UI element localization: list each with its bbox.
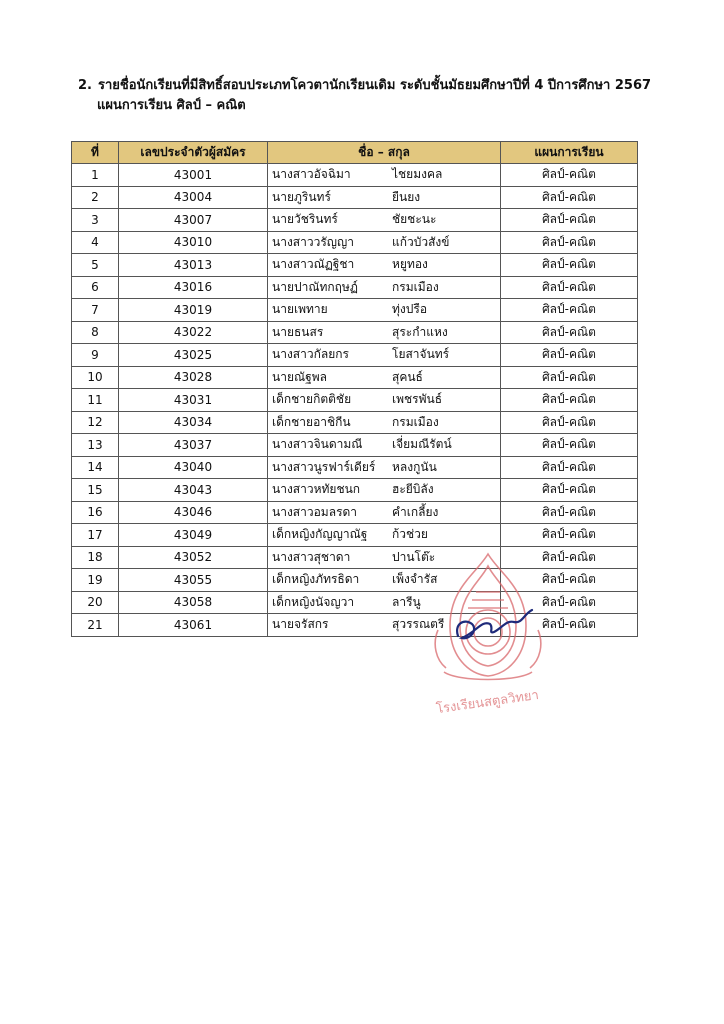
- first-name: นางสาวกัลยกร: [272, 347, 349, 362]
- table-row: [72, 591, 638, 614]
- first-name: เด็กชายกิตติชัย: [272, 392, 352, 407]
- study-plan-cell: ศิลป์-คณิต: [501, 479, 638, 502]
- student-name-cell: [268, 524, 501, 547]
- student-name-cell: [268, 456, 501, 479]
- study-plan-cell: ศิลป์-คณิต: [501, 591, 638, 614]
- applicant-id-cell: 43061: [119, 614, 268, 637]
- row-number-cell: 11: [72, 389, 119, 412]
- table-row: [72, 231, 638, 254]
- signature-scribble: [457, 610, 532, 638]
- first-name: นายเพทาย: [272, 302, 328, 317]
- student-name-cell: [268, 209, 501, 232]
- table-row: [72, 209, 638, 232]
- row-number-cell: 5: [72, 254, 119, 277]
- section-number: 2.: [78, 78, 92, 93]
- column-header-applicant-id: เลขประจำตัวผู้สมัคร: [119, 142, 268, 164]
- applicant-id-cell: 43013: [119, 254, 268, 277]
- row-number-cell: 12: [72, 411, 119, 434]
- table-row: [72, 344, 638, 367]
- document-heading: [78, 76, 651, 116]
- last-name: ปานโต๊ะ: [392, 549, 436, 564]
- table-row: [72, 479, 638, 502]
- row-number-cell: 6: [72, 276, 119, 299]
- row-number-cell: 13: [72, 434, 119, 457]
- study-plan-cell: ศิลป์-คณิต: [501, 569, 638, 592]
- student-name-cell: [268, 344, 501, 367]
- first-name: นายจรัสกร: [272, 617, 329, 632]
- first-name: เด็กชายอาชิกีน: [272, 414, 351, 429]
- study-plan-cell: ศิลป์-คณิต: [501, 456, 638, 479]
- last-name: กรมเมือง: [392, 279, 439, 294]
- last-name: แก้วบัวสังข์: [392, 234, 450, 249]
- study-plan-cell: ศิลป์-คณิต: [501, 524, 638, 547]
- study-plan-cell: ศิลป์-คณิต: [501, 389, 638, 412]
- table-row: [72, 411, 638, 434]
- last-name: ทุ่งปรือ: [392, 302, 428, 317]
- last-name: ยืนยง: [392, 189, 421, 204]
- first-name: นางสาวอมลรดา: [272, 504, 358, 519]
- row-number-cell: 9: [72, 344, 119, 367]
- row-number-cell: 7: [72, 299, 119, 322]
- first-name: นางสาวนูรฟาร์เดียร์: [272, 459, 376, 474]
- seal-caption: โรงเรียนสตูลวิทยา: [435, 687, 540, 718]
- study-plan-cell: ศิลป์-คณิต: [501, 276, 638, 299]
- study-plan-cell: ศิลป์-คณิต: [501, 164, 638, 187]
- row-number-cell: 3: [72, 209, 119, 232]
- heading-line-2: แผนการเรียน ศิลป์ – คณิต: [97, 98, 246, 113]
- student-name-cell: [268, 231, 501, 254]
- student-roster-table: [71, 141, 638, 637]
- row-number-cell: 21: [72, 614, 119, 637]
- row-number-cell: 19: [72, 569, 119, 592]
- student-name-cell: [268, 164, 501, 187]
- last-name: สุระกำแหง: [392, 324, 448, 339]
- student-name-cell: [268, 186, 501, 209]
- applicant-id-cell: 43001: [119, 164, 268, 187]
- first-name: เด็กหญิงนัจญวา: [272, 594, 355, 609]
- first-name: นายธนสร: [272, 324, 324, 339]
- row-number-cell: 4: [72, 231, 119, 254]
- row-number-cell: 1: [72, 164, 119, 187]
- table-row: [72, 299, 638, 322]
- table-row: [72, 524, 638, 547]
- applicant-id-cell: 43028: [119, 366, 268, 389]
- last-name: เจี่ยมณีรัตน์: [392, 437, 452, 452]
- table-row: [72, 456, 638, 479]
- student-name-cell: [268, 411, 501, 434]
- first-name: เด็กหญิงกัญญาณัฐ: [272, 527, 368, 542]
- applicant-id-cell: 43025: [119, 344, 268, 367]
- applicant-id-cell: 43052: [119, 546, 268, 569]
- last-name: หลงกูนัน: [392, 459, 437, 474]
- study-plan-cell: ศิลป์-คณิต: [501, 186, 638, 209]
- student-name-cell: [268, 479, 501, 502]
- last-name: ก้วช่วย: [392, 527, 428, 542]
- first-name: นายภูรินทร์: [272, 189, 331, 204]
- student-name-cell: [268, 276, 501, 299]
- row-number-cell: 20: [72, 591, 119, 614]
- study-plan-cell: ศิลป์-คณิต: [501, 209, 638, 232]
- table-row: [72, 164, 638, 187]
- heading-line-1: [78, 76, 651, 96]
- study-plan-cell: ศิลป์-คณิต: [501, 344, 638, 367]
- last-name: สุวรรณตรี: [392, 617, 445, 632]
- last-name: ไชยมงคล: [392, 167, 443, 182]
- last-name: เพ็งจำรัส: [392, 572, 438, 587]
- first-name: นายวัชรินทร์: [272, 212, 338, 227]
- study-plan-cell: ศิลป์-คณิต: [501, 501, 638, 524]
- last-name: คำเกลี้ยง: [392, 504, 439, 519]
- applicant-id-cell: 43049: [119, 524, 268, 547]
- last-name: กรมเมือง: [392, 414, 439, 429]
- row-number-cell: 2: [72, 186, 119, 209]
- applicant-id-cell: 43043: [119, 479, 268, 502]
- applicant-id-cell: 43022: [119, 321, 268, 344]
- study-plan-cell: ศิลป์-คณิต: [501, 411, 638, 434]
- student-name-cell: [268, 366, 501, 389]
- first-name: นางสาวสุชาดา: [272, 549, 351, 564]
- heading-title: รายชื่อนักเรียนที่มีสิทธิ์สอบประเภทโควตานักเรียนเดิม ระดับชั้นมัธยมศึกษาปีที่ 4 ปีการศึกษา 2567: [97, 78, 652, 93]
- school-seal-stamp: [428, 548, 548, 718]
- table-row: [72, 501, 638, 524]
- applicant-id-cell: 43040: [119, 456, 268, 479]
- table-row: [72, 434, 638, 457]
- applicant-id-cell: 43037: [119, 434, 268, 457]
- table-row: [72, 276, 638, 299]
- table-row: [72, 366, 638, 389]
- row-number-cell: 18: [72, 546, 119, 569]
- row-number-cell: 17: [72, 524, 119, 547]
- row-number-cell: 10: [72, 366, 119, 389]
- applicant-id-cell: 43046: [119, 501, 268, 524]
- first-name: นายณัฐพล: [272, 369, 327, 384]
- student-name-cell: [268, 434, 501, 457]
- last-name: ลารีนู: [392, 594, 421, 609]
- applicant-id-cell: 43058: [119, 591, 268, 614]
- student-name-cell: [268, 299, 501, 322]
- last-name: สุคนธ์: [392, 369, 423, 384]
- study-plan-cell: ศิลป์-คณิต: [501, 614, 638, 637]
- table-row: [72, 546, 638, 569]
- column-header-name: ชื่อ – สกุล: [268, 142, 501, 164]
- last-name: หยูทอง: [392, 257, 428, 272]
- applicant-id-cell: 43007: [119, 209, 268, 232]
- student-name-cell: [268, 501, 501, 524]
- applicant-id-cell: 43019: [119, 299, 268, 322]
- study-plan-cell: ศิลป์-คณิต: [501, 321, 638, 344]
- applicant-id-cell: 43055: [119, 569, 268, 592]
- first-name: นางสาวหทัยชนก: [272, 482, 361, 497]
- study-plan-cell: ศิลป์-คณิต: [501, 366, 638, 389]
- row-number-cell: 16: [72, 501, 119, 524]
- table-row: [72, 321, 638, 344]
- student-name-cell: [268, 321, 501, 344]
- table-row: [72, 569, 638, 592]
- first-name: เด็กหญิงภัทรธิดา: [272, 572, 360, 587]
- column-header-study-plan: แผนการเรียน: [501, 142, 638, 164]
- student-name-cell: [268, 254, 501, 277]
- study-plan-cell: ศิลป์-คณิต: [501, 546, 638, 569]
- column-header-number: ที่: [72, 142, 119, 164]
- table-header-row: [72, 142, 638, 164]
- first-name: นางสาววรัญญา: [272, 234, 354, 249]
- applicant-id-cell: 43034: [119, 411, 268, 434]
- last-name: ชัยชะนะ: [392, 212, 437, 227]
- last-name: โยสาจันทร์: [392, 347, 450, 362]
- student-name-cell: [268, 389, 501, 412]
- last-name: เพชรพันธ์: [392, 392, 443, 407]
- table-row: [72, 614, 638, 637]
- first-name: นางสาวณัฏฐิชา: [272, 257, 355, 272]
- table-row: [72, 186, 638, 209]
- last-name: ฮะยีบิลัง: [392, 482, 434, 497]
- applicant-id-cell: 43004: [119, 186, 268, 209]
- table-row: [72, 254, 638, 277]
- table-body: [72, 164, 638, 637]
- row-number-cell: 8: [72, 321, 119, 344]
- study-plan-cell: ศิลป์-คณิต: [501, 299, 638, 322]
- row-number-cell: 15: [72, 479, 119, 502]
- study-plan-cell: ศิลป์-คณิต: [501, 434, 638, 457]
- first-name: นางสาวจินดามณี: [272, 437, 363, 452]
- first-name: นางสาวอัจฉิมา: [272, 167, 351, 182]
- study-plan-cell: ศิลป์-คณิต: [501, 254, 638, 277]
- first-name: นายปาณัทกฤษฏ์: [272, 279, 358, 294]
- table-row: [72, 389, 638, 412]
- applicant-id-cell: 43016: [119, 276, 268, 299]
- row-number-cell: 14: [72, 456, 119, 479]
- study-plan-cell: ศิลป์-คณิต: [501, 231, 638, 254]
- applicant-id-cell: 43010: [119, 231, 268, 254]
- applicant-id-cell: 43031: [119, 389, 268, 412]
